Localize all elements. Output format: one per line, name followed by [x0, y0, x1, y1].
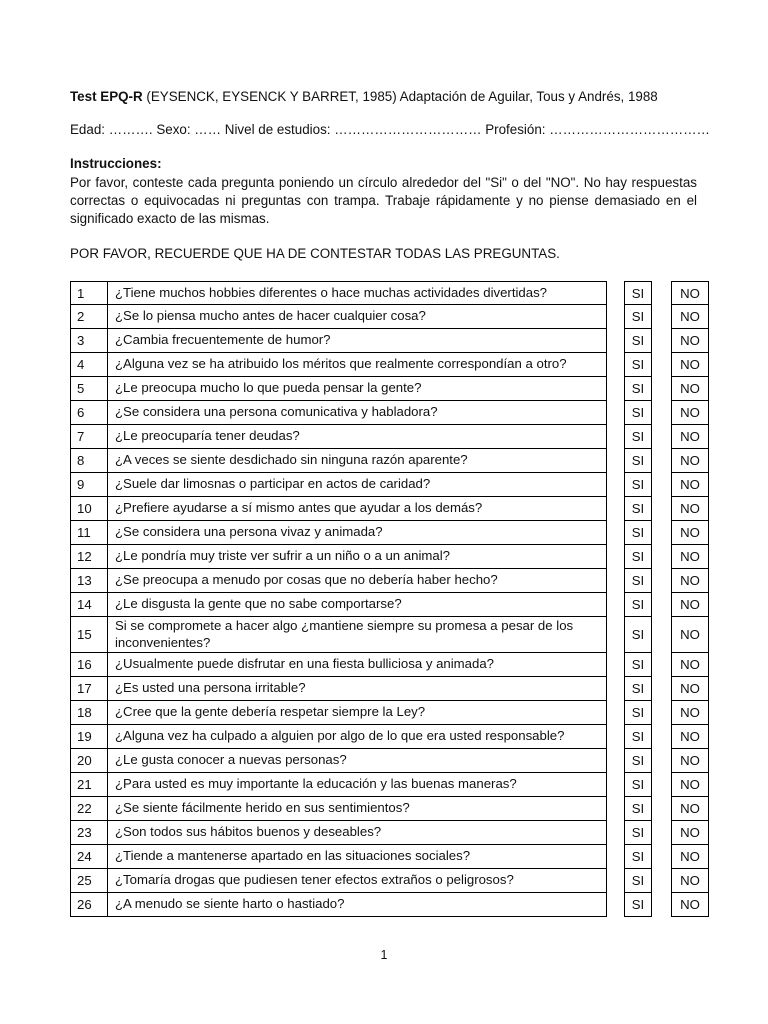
question-row [70, 449, 710, 473]
question-text: Si se compromete a hacer algo ¿mantiene siempre su promesa a pesar de los inconvenientes? [107, 617, 607, 653]
question-text: ¿Cambia frecuentemente de humor? [107, 329, 607, 353]
question-text: ¿Se preocupa a menudo por cosas que no debería haber hecho? [107, 569, 607, 593]
answer-si-option[interactable]: SI [624, 305, 652, 329]
question-number: 3 [70, 329, 108, 353]
question-number: 10 [70, 497, 108, 521]
answer-si-option[interactable]: SI [624, 593, 652, 617]
question-row [70, 377, 710, 401]
question-row [70, 425, 710, 449]
question-text: ¿Cree que la gente debería respetar siempre la Ley? [107, 701, 607, 725]
question-row [70, 329, 710, 353]
question-text: ¿Le preocupa mucho lo que pueda pensar la gente? [107, 377, 607, 401]
answer-no-option[interactable]: NO [671, 521, 709, 545]
question-text: ¿Le gusta conocer a nuevas personas? [107, 749, 607, 773]
question-number: 4 [70, 353, 108, 377]
question-number: 5 [70, 377, 108, 401]
question-number: 21 [70, 773, 108, 797]
question-row [70, 653, 710, 677]
document-title [70, 89, 658, 104]
question-row [70, 473, 710, 497]
question-number: 2 [70, 305, 108, 329]
answer-no-option[interactable]: NO [671, 425, 709, 449]
question-row [70, 845, 710, 869]
answer-si-option[interactable]: SI [624, 617, 652, 653]
question-number: 24 [70, 845, 108, 869]
instructions-reminder: POR FAVOR, RECUERDE QUE HA DE CONTESTAR TODAS LAS PREGUNTAS. [70, 246, 560, 261]
answer-si-option[interactable]: SI [624, 281, 652, 305]
answer-no-option[interactable]: NO [671, 725, 709, 749]
answer-no-option[interactable]: NO [671, 653, 709, 677]
instructions-text: Por favor, conteste cada pregunta poniendo un círculo alrededor del "Si" o del "NO". No hay respuestas correctas o equivocadas ni preguntas con trampa. Trabaje rápidamente y no piense demasiado en el significado exacto de las mismas. [70, 175, 697, 226]
answer-si-option[interactable]: SI [624, 521, 652, 545]
question-text: ¿Le pondría muy triste ver sufrir a un niño o a un animal? [107, 545, 607, 569]
question-row [70, 749, 710, 773]
question-text: ¿Son todos sus hábitos buenos y deseables? [107, 821, 607, 845]
answer-si-option[interactable]: SI [624, 749, 652, 773]
answer-no-option[interactable]: NO [671, 797, 709, 821]
answer-no-option[interactable]: NO [671, 353, 709, 377]
question-number: 25 [70, 869, 108, 893]
answer-si-option[interactable]: SI [624, 545, 652, 569]
question-row [70, 893, 710, 917]
question-text: ¿Se siente fácilmente herido en sus sentimientos? [107, 797, 607, 821]
answer-si-option[interactable]: SI [624, 329, 652, 353]
question-text: ¿Usualmente puede disfrutar en una fiesta bulliciosa y animada? [107, 653, 607, 677]
question-row [70, 305, 710, 329]
answer-no-option[interactable]: NO [671, 593, 709, 617]
question-text: ¿Tomaría drogas que pudiesen tener efectos extraños o peligrosos? [107, 869, 607, 893]
question-row [70, 617, 710, 653]
question-row [70, 773, 710, 797]
question-text: ¿Tiende a mantenerse apartado en las situaciones sociales? [107, 845, 607, 869]
question-row [70, 497, 710, 521]
question-text: ¿Prefiere ayudarse a sí mismo antes que ayudar a los demás? [107, 497, 607, 521]
question-row [70, 521, 710, 545]
question-text: ¿A veces se siente desdichado sin ninguna razón aparente? [107, 449, 607, 473]
question-number: 26 [70, 893, 108, 917]
answer-no-option[interactable]: NO [671, 821, 709, 845]
question-number: 11 [70, 521, 108, 545]
answer-si-option[interactable]: SI [624, 845, 652, 869]
question-text: ¿Alguna vez ha culpado a alguien por algo de lo que era usted responsable? [107, 725, 607, 749]
questions-table [70, 281, 710, 917]
question-text: ¿Se considera una persona vivaz y animada? [107, 521, 607, 545]
answer-no-option[interactable]: NO [671, 305, 709, 329]
answer-si-option[interactable]: SI [624, 353, 652, 377]
question-row [70, 701, 710, 725]
question-row [70, 281, 710, 305]
question-text: ¿Alguna vez se ha atribuido los méritos que realmente correspondían a otro? [107, 353, 607, 377]
question-number: 18 [70, 701, 108, 725]
question-number: 9 [70, 473, 108, 497]
question-row [70, 797, 710, 821]
instructions-heading: Instrucciones: [70, 156, 162, 171]
answer-no-option[interactable]: NO [671, 545, 709, 569]
question-number: 20 [70, 749, 108, 773]
answer-si-option[interactable]: SI [624, 497, 652, 521]
answer-si-option[interactable]: SI [624, 701, 652, 725]
question-number: 7 [70, 425, 108, 449]
answer-no-option[interactable]: NO [671, 893, 709, 917]
question-row [70, 677, 710, 701]
answer-no-option[interactable]: NO [671, 677, 709, 701]
answer-si-option[interactable]: SI [624, 449, 652, 473]
question-number: 1 [70, 281, 108, 305]
question-row [70, 569, 710, 593]
answer-si-option[interactable]: SI [624, 473, 652, 497]
answer-si-option[interactable]: SI [624, 773, 652, 797]
answer-no-option[interactable]: NO [671, 845, 709, 869]
answer-no-option[interactable]: NO [671, 329, 709, 353]
test-name: Test EPQ-R [70, 89, 143, 104]
question-number: 17 [70, 677, 108, 701]
answer-no-option[interactable]: NO [671, 773, 709, 797]
page-number: 1 [380, 948, 388, 962]
answer-no-option[interactable]: NO [671, 281, 709, 305]
question-number: 22 [70, 797, 108, 821]
test-citation: (EYSENCK, EYSENCK Y BARRET, 1985) Adaptación de Aguilar, Tous y Andrés, 1988 [142, 89, 658, 104]
question-number: 13 [70, 569, 108, 593]
answer-no-option[interactable]: NO [671, 749, 709, 773]
question-text: ¿Para usted es muy importante la educación y las buenas maneras? [107, 773, 607, 797]
question-row [70, 545, 710, 569]
answer-no-option[interactable]: NO [671, 377, 709, 401]
answer-si-option[interactable]: SI [624, 677, 652, 701]
question-text: ¿Es usted una persona irritable? [107, 677, 607, 701]
answer-no-option[interactable]: NO [671, 473, 709, 497]
answer-no-option[interactable]: NO [671, 497, 709, 521]
question-row [70, 593, 710, 617]
question-row [70, 353, 710, 377]
question-number: 23 [70, 821, 108, 845]
question-row [70, 869, 710, 893]
answer-si-option[interactable]: SI [624, 821, 652, 845]
question-row [70, 725, 710, 749]
answer-si-option[interactable]: SI [624, 797, 652, 821]
question-text: ¿Suele dar limosnas o participar en actos de caridad? [107, 473, 607, 497]
question-text: ¿Le preocuparía tener deudas? [107, 425, 607, 449]
answer-si-option[interactable]: SI [624, 725, 652, 749]
answer-si-option[interactable]: SI [624, 569, 652, 593]
answer-no-option[interactable]: NO [671, 701, 709, 725]
question-text: ¿Le disgusta la gente que no sabe comportarse? [107, 593, 607, 617]
answer-no-option[interactable]: NO [671, 869, 709, 893]
answer-no-option[interactable]: NO [671, 449, 709, 473]
question-row [70, 821, 710, 845]
question-text: ¿A menudo se siente harto o hastiado? [107, 893, 607, 917]
question-text: ¿Tiene muchos hobbies diferentes o hace muchas actividades divertidas? [107, 281, 607, 305]
answer-no-option[interactable]: NO [671, 569, 709, 593]
question-number: 19 [70, 725, 108, 749]
respondent-fields: Edad: ………. Sexo: …… Nivel de estudios: …………………………… Profesión: ……………………………… [70, 122, 710, 137]
question-number: 15 [70, 617, 108, 653]
answer-si-option[interactable]: SI [624, 401, 652, 425]
question-number: 14 [70, 593, 108, 617]
answer-si-option[interactable]: SI [624, 377, 652, 401]
question-text: ¿Se considera una persona comunicativa y habladora? [107, 401, 607, 425]
answer-no-option[interactable]: NO [671, 617, 709, 653]
answer-si-option[interactable]: SI [624, 425, 652, 449]
answer-si-option[interactable]: SI [624, 869, 652, 893]
answer-no-option[interactable]: NO [671, 401, 709, 425]
question-number: 6 [70, 401, 108, 425]
question-number: 16 [70, 653, 108, 677]
answer-si-option[interactable]: SI [624, 893, 652, 917]
question-number: 8 [70, 449, 108, 473]
question-text: ¿Se lo piensa mucho antes de hacer cualquier cosa? [107, 305, 607, 329]
question-row [70, 401, 710, 425]
question-number: 12 [70, 545, 108, 569]
answer-si-option[interactable]: SI [624, 653, 652, 677]
